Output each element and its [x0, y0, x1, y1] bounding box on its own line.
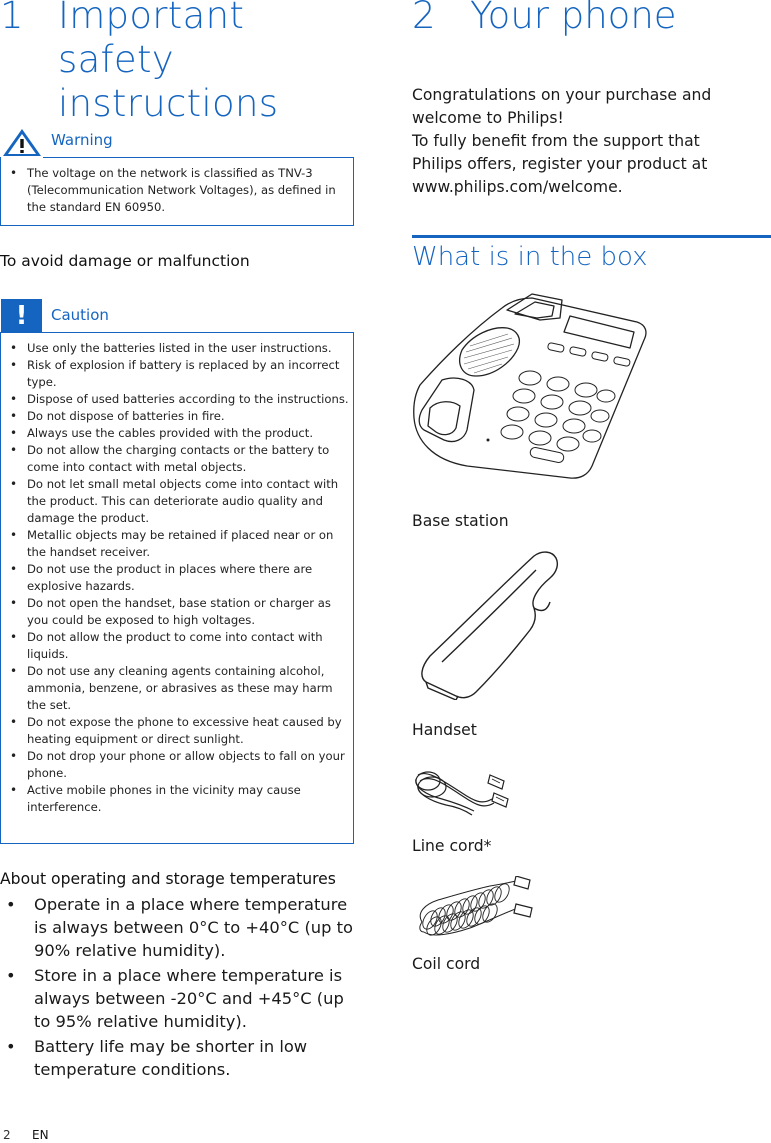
- warning-box: [0, 131, 354, 226]
- avoid-damage-heading: To avoid damage or malfunction: [0, 252, 250, 270]
- caution-item: • Dispose of used batteries according to the instructions.: [27, 391, 349, 408]
- temperature-item: • Store in a place where temperature is always between -20°C and +45°C (up to 95% relative humidity).: [34, 964, 356, 1033]
- caption-base-station: Base station: [412, 512, 509, 530]
- section-2-number: 2: [412, 0, 436, 37]
- section-rule: [412, 235, 771, 238]
- warning-triangle-icon: [1, 126, 45, 158]
- temperatures-list: [0, 893, 356, 1081]
- caption-coil-cord: Coil cord: [412, 955, 481, 973]
- caution-item: • Risk of explosion if battery is replaced by an incorrect type.: [27, 357, 349, 391]
- caution-item: • Do not use any cleaning agents containing alcohol, ammonia, benzene, or abrasives as these may harm the set.: [27, 663, 349, 714]
- section-1-number: 1: [0, 0, 24, 37]
- caution-item: • Do not allow the product to come into contact with liquids.: [27, 629, 349, 663]
- caution-item: • Do not open the handset, base station or charger as you could be exposed to high voltages.: [27, 595, 349, 629]
- coil-cord-image: [412, 876, 538, 942]
- caution-item: • Active mobile phones in the vicinity may cause interference.: [27, 782, 349, 816]
- temperatures-heading: About operating and storage temperatures: [0, 870, 336, 888]
- caution-item: • Metallic objects may be retained if placed near or on the handset receiver.: [27, 527, 349, 561]
- temperature-item: • Battery life may be shorter in low temperature conditions.: [34, 1035, 356, 1081]
- line-cord-image: [412, 765, 512, 817]
- caution-item: • Do not dispose of batteries in fire.: [27, 408, 349, 425]
- warning-label: Warning: [51, 131, 113, 149]
- page-number: 2: [3, 1128, 11, 1142]
- warning-list: [1, 158, 353, 222]
- caption-line-cord: Line cord*: [412, 837, 492, 855]
- box-contents-heading: What is in the box: [412, 242, 648, 272]
- caution-item: • Do not allow the charging contacts or the battery to come into contact with metal objects.: [27, 442, 349, 476]
- temperature-item: • Operate in a place where temperature is always between 0°C to +40°C (up to 90% relative humidity).: [34, 893, 356, 962]
- section-1-title: Important safety instructions: [58, 0, 279, 125]
- caution-list: [1, 333, 353, 822]
- caution-header: [1, 301, 355, 331]
- caution-item: • Do not expose the phone to excessive heat caused by heating equipment or direct sunlight.: [27, 714, 349, 748]
- intro-register: To fully benefit from the support that Philips offers, register your product at www.philips.com/welcome.: [412, 132, 708, 196]
- handset-image: [418, 548, 560, 700]
- caution-item: • Do not drop your phone or allow objects to fall on your phone.: [27, 748, 349, 782]
- caution-exclamation-icon: !: [1, 299, 42, 333]
- warning-item: • The voltage on the network is classified as TNV-3 (Telecommunication Network Voltages), as defined in the standard EN 60950.: [27, 165, 349, 216]
- caution-item: • Use only the batteries listed in the user instructions.: [27, 340, 349, 357]
- intro-welcome: Congratulations on your purchase and welcome to Philips!: [412, 86, 712, 127]
- base-station-image: [412, 290, 648, 482]
- warning-header: [1, 126, 355, 156]
- section-2-title: Your phone: [470, 0, 677, 37]
- intro-text: [412, 84, 770, 199]
- language-label: EN: [32, 1128, 49, 1142]
- caution-item: • Do not use the product in places where there are explosive hazards.: [27, 561, 349, 595]
- caution-item: • Do not let small metal objects come into contact with the product. This can deteriorate audio quality and damage the product.: [27, 476, 349, 527]
- caution-item: • Always use the cables provided with the product.: [27, 425, 349, 442]
- section-2-heading: [412, 0, 771, 38]
- caution-label: Caution: [51, 306, 109, 324]
- caption-handset: Handset: [412, 721, 477, 739]
- caution-box: [0, 301, 354, 844]
